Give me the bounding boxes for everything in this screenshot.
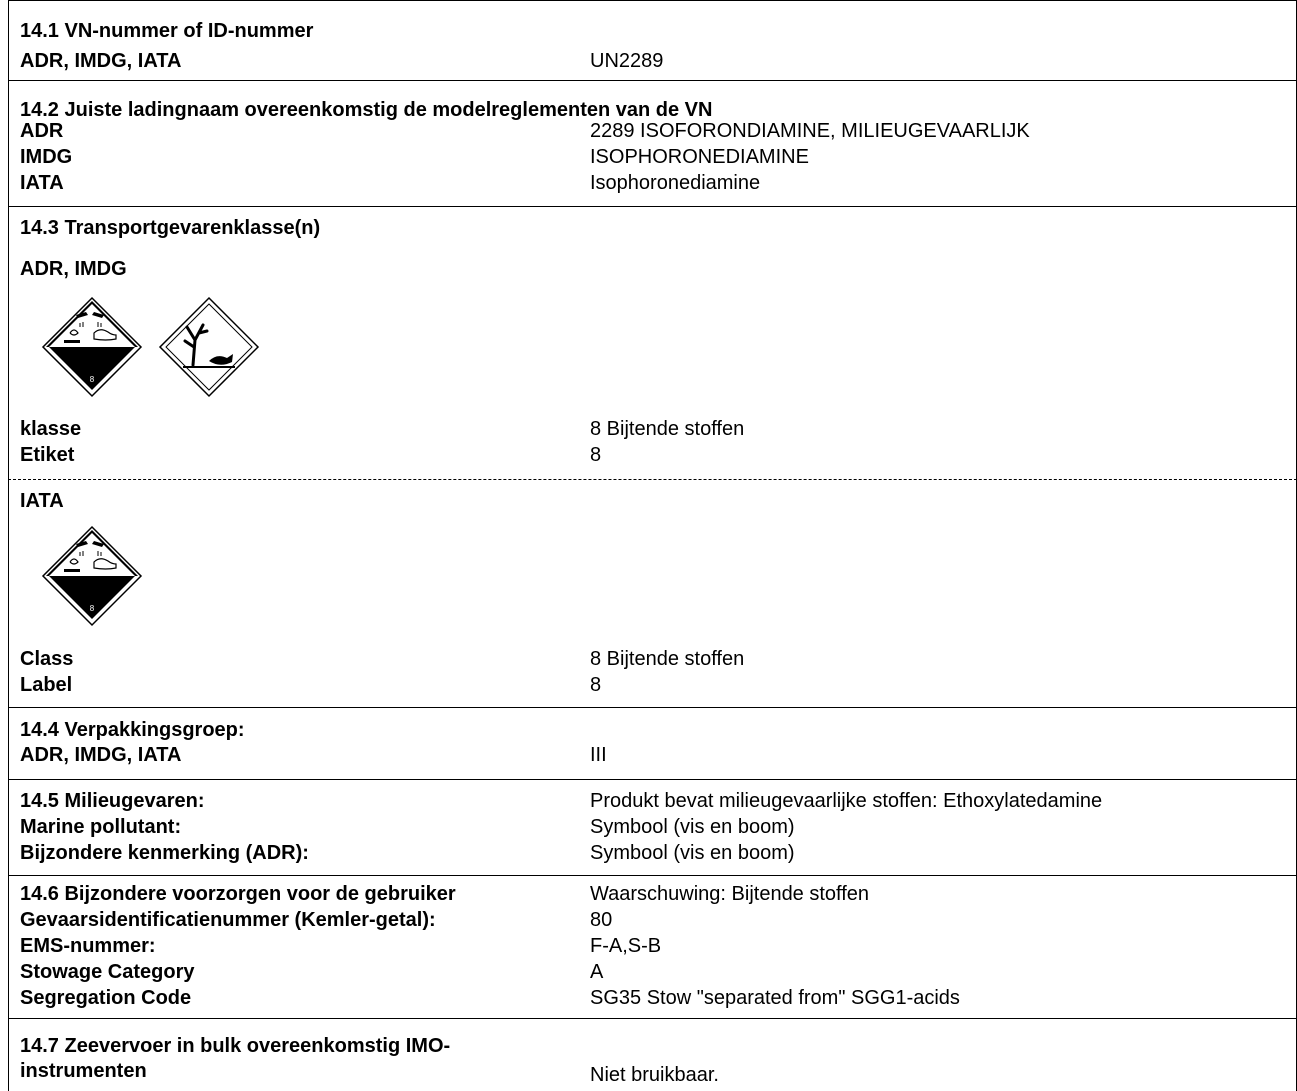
- row-imdg-name: [20, 146, 1297, 168]
- separator-14-2: [8, 80, 1297, 81]
- pictogram-class-number: 8: [89, 375, 95, 384]
- row-value: 8: [590, 444, 602, 466]
- row-value: Produkt bevat milieugevaarlijke stoffen: Ethoxylatedamine: [590, 790, 1103, 812]
- row-marine-pollutant: [20, 816, 1297, 838]
- row-kemler-number: [20, 909, 1297, 931]
- row-label: ADR, IMDG, IATA: [20, 744, 182, 766]
- separator-14-7: [8, 1018, 1297, 1019]
- row-packing-group: [20, 744, 1297, 766]
- corrosive-pictogram-icon: [43, 298, 141, 396]
- row-label: ADR: [20, 120, 64, 142]
- row-ems-number: [20, 935, 1297, 957]
- pictogram-class-number: 8: [89, 604, 95, 613]
- row-value: A: [590, 961, 604, 983]
- row-value: Symbool (vis en boom): [590, 842, 795, 864]
- row-environmental-hazards: [20, 790, 1297, 812]
- row-label: Segregation Code: [20, 987, 192, 1009]
- row-label: Etiket: [20, 444, 75, 466]
- row-value: F-A,S-B: [590, 935, 662, 957]
- row-label: ADR, IMDG, IATA: [20, 50, 182, 72]
- row-value: Waarschuwing: Bijtende stoffen: [590, 883, 870, 905]
- section-14-4-title: 14.4 Verpakkingsgroep:: [20, 719, 245, 741]
- row-value: UN2289: [590, 50, 664, 72]
- row-value: 8 Bijtende stoffen: [590, 648, 745, 670]
- row-adr-class: [20, 418, 1297, 440]
- environment-hazard-pictogram-icon: [160, 298, 258, 396]
- row-label: Gevaarsidentificatienummer (Kemler-getal):: [20, 909, 436, 931]
- row-segregation-code: [20, 987, 1297, 1009]
- row-label: EMS-nummer:: [20, 935, 156, 957]
- row-adr-name: [20, 120, 1297, 142]
- separator-14-4: [8, 707, 1297, 708]
- row-bulk-transport: [20, 1060, 1297, 1086]
- row-iata-class: [20, 648, 1297, 670]
- section-14-7-title-line1: 14.7 Zeevervoer in bulk overeenkomstig IMO-: [20, 1035, 451, 1057]
- row-label: 14.6 Bijzondere voorzorgen voor de gebruiker: [20, 883, 456, 905]
- row-value: III: [590, 744, 607, 766]
- section-14-1-title: 14.1 VN-nummer of ID-nummer: [20, 20, 314, 42]
- row-value: Niet bruikbaar.: [590, 1064, 719, 1086]
- row-value: 8: [590, 674, 602, 696]
- row-label: Stowage Category: [20, 961, 195, 983]
- subheading-adr-imdg: ADR, IMDG: [20, 258, 127, 280]
- row-label: instrumenten: [20, 1060, 147, 1082]
- separator-iata-dashed: [8, 479, 1297, 480]
- subheading-iata: IATA: [20, 490, 64, 512]
- separator-top: [8, 0, 1297, 1]
- transport-pictograms-iata: [40, 524, 150, 634]
- row-label: 14.5 Milieugevaren:: [20, 790, 205, 812]
- row-label: Marine pollutant:: [20, 816, 182, 838]
- row-label: Class: [20, 648, 74, 670]
- row-un-number: [20, 50, 1297, 72]
- row-value: SG35 Stow "separated from" SGG1-acids: [590, 987, 960, 1009]
- separator-14-6: [8, 875, 1297, 876]
- row-value: Isophoronediamine: [590, 172, 761, 194]
- row-stowage-category: [20, 961, 1297, 983]
- row-adr-label: [20, 444, 1297, 466]
- transport-pictograms-adr-imdg: [40, 295, 260, 405]
- row-label: IATA: [20, 172, 64, 194]
- row-value: Symbool (vis en boom): [590, 816, 795, 838]
- separator-14-3: [8, 206, 1297, 207]
- row-iata-label: [20, 674, 1297, 696]
- corrosive-pictogram-icon: [43, 527, 141, 625]
- row-label: klasse: [20, 418, 82, 440]
- row-label: IMDG: [20, 146, 73, 168]
- row-special-marking: [20, 842, 1297, 864]
- separator-14-5: [8, 779, 1297, 780]
- row-value: 80: [590, 909, 613, 931]
- row-special-precautions: [20, 883, 1297, 905]
- row-value: 2289 ISOFORONDIAMINE, MILIEUGEVAARLIJK: [590, 120, 1030, 142]
- section-14-2-title: 14.2 Juiste ladingnaam overeenkomstig de modelreglementen van de VN: [20, 99, 713, 121]
- row-iata-name: [20, 172, 1297, 194]
- row-label: Label: [20, 674, 73, 696]
- row-label: Bijzondere kenmerking (ADR):: [20, 842, 309, 864]
- row-value: ISOPHORONEDIAMINE: [590, 146, 809, 168]
- section-14-3-title: 14.3 Transportgevarenklasse(n): [20, 217, 321, 239]
- row-value: 8 Bijtende stoffen: [590, 418, 745, 440]
